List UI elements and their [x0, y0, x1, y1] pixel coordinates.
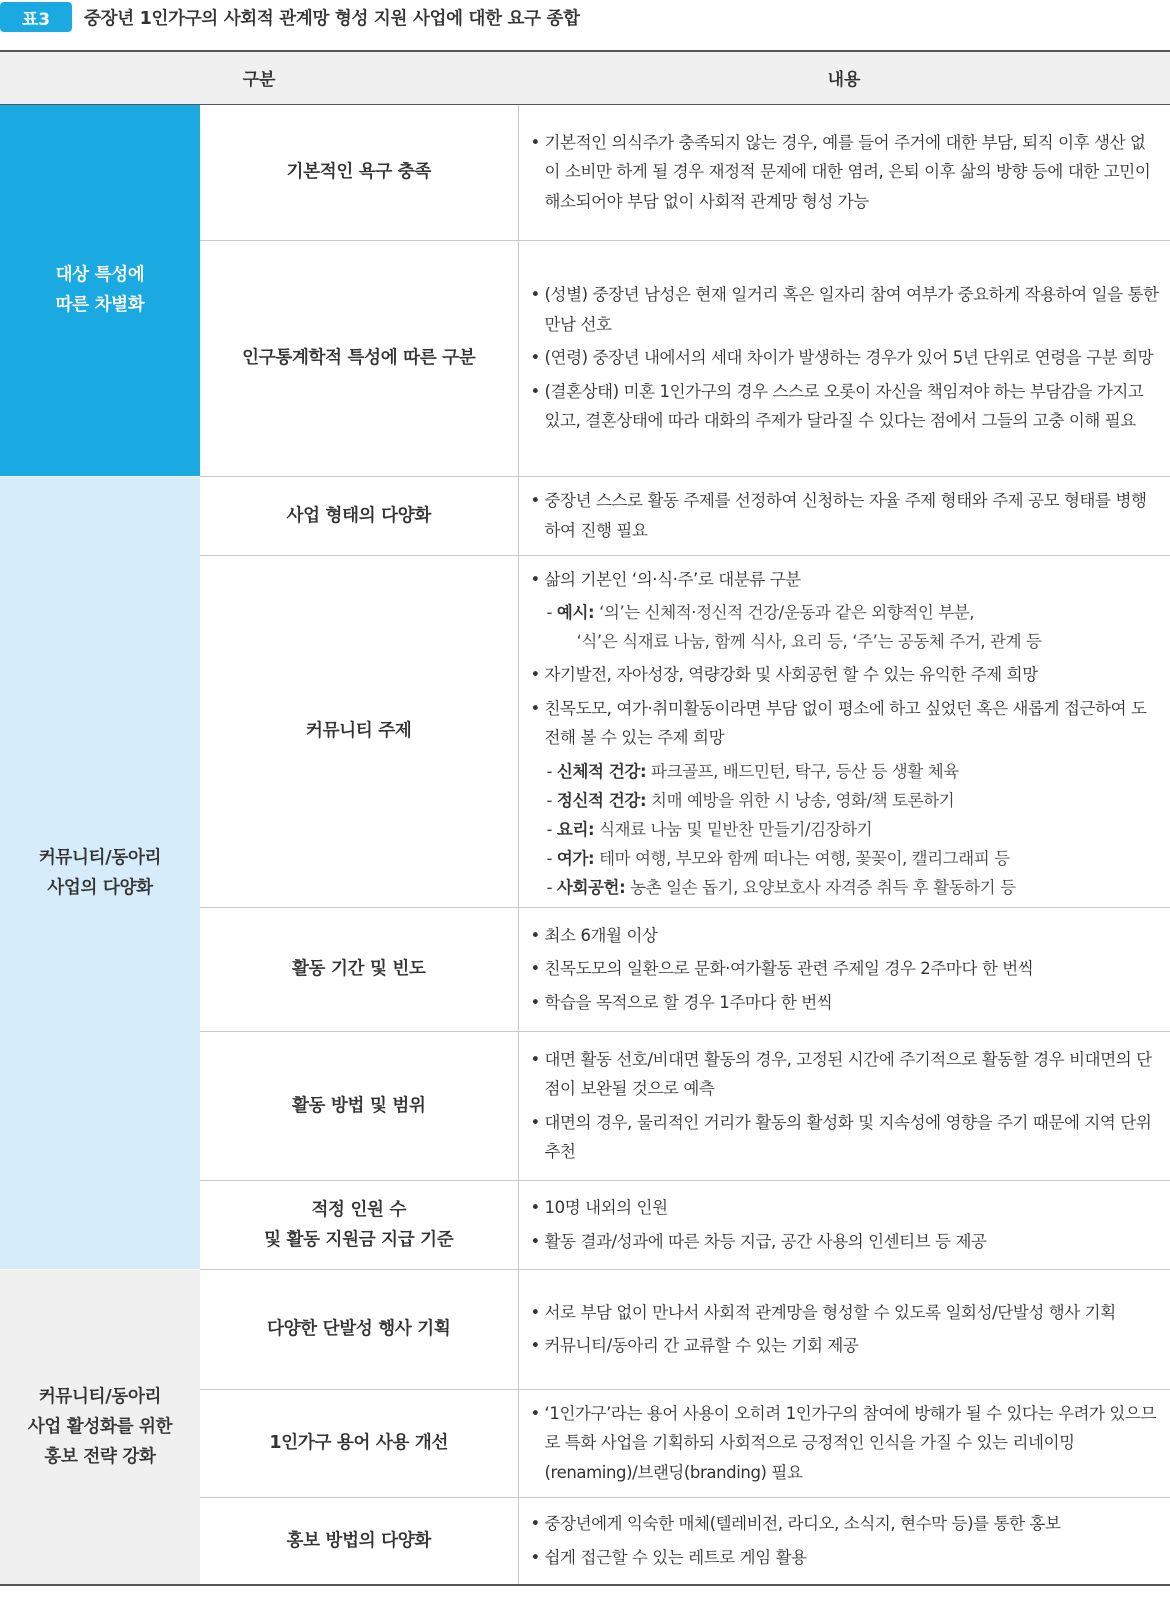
group-label [0, 476, 200, 1269]
sub-item: - 정신적 건강: 치매 예방을 위한 시 낭송, 영화/책 토론하기 [546, 790, 955, 810]
group-label-line: 대상 특성에 [55, 265, 145, 285]
sub-item-label: 요리: [556, 819, 595, 839]
sub-item-text: 치매 예방을 위한 시 낭송, 영화/책 토론하기 [651, 790, 955, 810]
sub-item: - 사회공헌: 농촌 일손 돕기, 요양보호사 자격증 취득 후 활동하기 등 [546, 877, 1016, 897]
content-cell [518, 476, 1170, 555]
bullet-item: • ‘1인가구’라는 용어 사용이 오히려 1인가구의 참여에 방해가 될 수 있다는 우려가 있으므로 특화 사업을 기획하되 사회적으로 긍정적인 인식을 가질 수 있는 리네이밍(renaming)/브랜딩(branding) 필요 [531, 1399, 1161, 1488]
group-label-line: 커뮤니티/동아리 [38, 1386, 162, 1407]
sub-item-text: 농촌 일손 돕기, 요양보호사 자격증 취득 후 활동하기 등 [630, 877, 1016, 897]
table-title-bar [0, 0, 1170, 34]
sub-item: - 신체적 건강: 파크골프, 배드민턴, 탁구, 등산 등 생활 체육 [546, 761, 959, 781]
bullet-item: • 최소 6개월 이상 [531, 921, 1161, 951]
subcategory-label: 활동 기간 및 빈도 [200, 907, 518, 1031]
table-header-row [0, 51, 1170, 104]
group-label-line: 사업 활성화를 위한 [27, 1416, 173, 1437]
content-cell [518, 104, 1170, 240]
sub-item-text: 식재료 나눔 및 밑반찬 만들기/김장하기 [599, 819, 873, 839]
content-cell [518, 240, 1170, 476]
content-cell [518, 1180, 1170, 1269]
example-label: 예시: [556, 603, 595, 622]
subcategory-label [200, 1180, 518, 1269]
header-category: 구분 [0, 51, 518, 104]
bullet-item: • (연령) 중장년 내에서의 세대 차이가 발생하는 경우가 있어 5년 단위로 연령을 구분 희망 [531, 343, 1161, 373]
bullet-item: • 활동 결과/성과에 따른 차등 지급, 공간 사용의 인센티브 등 제공 [531, 1227, 1161, 1257]
bullet-item: • 삶의 기본인 ‘의·식·주’로 대분류 구분 [531, 565, 1161, 595]
subcategory-label: 커뮤니티 주제 [200, 555, 518, 907]
content-cell [518, 1269, 1170, 1389]
table-title: 중장년 1인가구의 사회적 관계망 형성 지원 사업에 대한 요구 종합 [84, 8, 580, 29]
subcategory-label: 1인가구 용어 사용 개선 [200, 1389, 518, 1497]
subcategory-label: 기본적인 욕구 충족 [200, 104, 518, 240]
subcategory-label: 활동 방법 및 범위 [200, 1031, 518, 1180]
subcategory-label-line: 및 활동 지원금 지급 기준 [264, 1229, 454, 1250]
bullet-item: • 대면 활동 선호/비대면 활동의 경우, 고정된 시간에 주기적으로 활동할 경우 비대면의 단점이 보완될 것으로 예측 [531, 1045, 1161, 1104]
bullet-item: • (결혼상태) 미혼 1인가구의 경우 스스로 오롯이 자신을 책임져야 하는 부담감을 가지고 있고, 결혼상태에 따라 대화의 주제가 달라질 수 있다는 점에서 그들의 고충 이해 필요 [531, 377, 1161, 436]
content-cell [518, 907, 1170, 1031]
example-continuation: ‘식’은 식재료 나눔, 함께 식사, 요리 등, ‘주’는 공동체 주거, 관계 등 [576, 632, 1042, 651]
bullet-item: • 기본적인 의식주가 충족되지 않는 경우, 예를 들어 주거에 대한 부담, 퇴직 이후 생산 없이 소비만 하게 될 경우 재정적 문제에 대한 염려, 은퇴 이후 삶의 방향 등에 대한 고민이 해소되어야 부담 없이 사회적 관계망 형성 가능 [531, 128, 1161, 217]
sub-item-label: 여가: [556, 848, 595, 868]
bullet-item: • 커뮤니티/동아리 간 교류할 수 있는 기회 제공 [531, 1331, 1161, 1361]
table-row [0, 104, 1170, 240]
example-line: - 예시: ‘의’는 신체적·정신적 건강/운동과 같은 외향적인 부분, [546, 603, 975, 622]
requirements-table [0, 50, 1170, 1586]
sub-item-text: 테마 여행, 부모와 함께 떠나는 여행, 꽃꽂이, 캘리그래피 등 [599, 848, 1010, 868]
group-label-line: 홍보 전략 강화 [44, 1446, 156, 1467]
table-number-badge: 표3 [0, 2, 72, 32]
group-label-line: 커뮤니티/동아리 [38, 847, 162, 868]
bullet-item: • 친목도모, 여가·취미활동이라면 부담 없이 평소에 하고 싶었던 혹은 새롭게 접근하여 도전해 볼 수 있는 주제 희망 [531, 694, 1161, 753]
subcategory-label: 사업 형태의 다양화 [200, 476, 518, 555]
table-row [0, 1269, 1170, 1389]
bullet-item: • 서로 부담 없이 만나서 사회적 관계망을 형성할 수 있도록 일회성/단발성 행사 기획 [531, 1298, 1161, 1328]
content-cell [518, 1497, 1170, 1585]
content-cell [518, 1031, 1170, 1180]
bullet-item: • 중장년에게 익숙한 매체(텔레비전, 라디오, 소식지, 현수막 등)를 통한 홍보 [531, 1509, 1161, 1539]
subcategory-label-line: 적정 인원 수 [311, 1199, 407, 1220]
bullet-item: • (성별) 중장년 남성은 현재 일거리 혹은 일자리 참여 여부가 중요하게 작용하여 일을 통한 만남 선호 [531, 280, 1161, 339]
sub-item: - 요리: 식재료 나눔 및 밑반찬 만들기/김장하기 [546, 819, 873, 839]
subcategory-label: 다양한 단발성 행사 기획 [200, 1269, 518, 1389]
subcategory-label: 홍보 방법의 다양화 [200, 1497, 518, 1585]
sub-item: - 여가: 테마 여행, 부모와 함께 떠나는 여행, 꽃꽂이, 캘리그래피 등 [546, 848, 1010, 868]
header-content: 내용 [518, 51, 1170, 104]
content-cell [518, 555, 1170, 907]
sub-item-label: 사회공헌: [556, 877, 626, 897]
group-label-line: 사업의 다양화 [47, 877, 153, 898]
group-label-line: 따른 차별화 [55, 295, 145, 315]
group-label [0, 1269, 200, 1585]
sub-item-label: 정신적 건강: [556, 790, 647, 810]
bullet-item: • 친목도모의 일환으로 문화·여가활동 관련 주제일 경우 2주마다 한 번씩 [531, 954, 1161, 984]
bullet-item: • 자기발전, 자아성장, 역량강화 및 사회공헌 할 수 있는 유익한 주제 희망 [531, 660, 1161, 690]
bullet-item: • 중장년 스스로 활동 주제를 선정하여 신청하는 자율 주제 형태와 주제 공모 형태를 병행하여 진행 필요 [531, 486, 1161, 545]
bullet-item: • 대면의 경우, 물리적인 거리가 활동의 활성화 및 지속성에 영향을 주기 때문에 지역 단위 추천 [531, 1108, 1161, 1167]
sub-item-label: 신체적 건강: [556, 761, 647, 781]
bullet-item: • 10명 내외의 인원 [531, 1193, 1161, 1223]
sub-item-text: 파크골프, 배드민턴, 탁구, 등산 등 생활 체육 [651, 761, 959, 781]
example-text: ‘의’는 신체적·정신적 건강/운동과 같은 외향적인 부분, [599, 603, 975, 622]
content-cell [518, 1389, 1170, 1497]
group-label [0, 104, 200, 476]
bullet-item: • 학습을 목적으로 할 경우 1주마다 한 번씩 [531, 988, 1161, 1018]
bullet-item: • 쉽게 접근할 수 있는 레트로 게임 활용 [531, 1543, 1161, 1573]
subcategory-label: 인구통계학적 특성에 따른 구분 [200, 240, 518, 476]
table-row [0, 476, 1170, 555]
